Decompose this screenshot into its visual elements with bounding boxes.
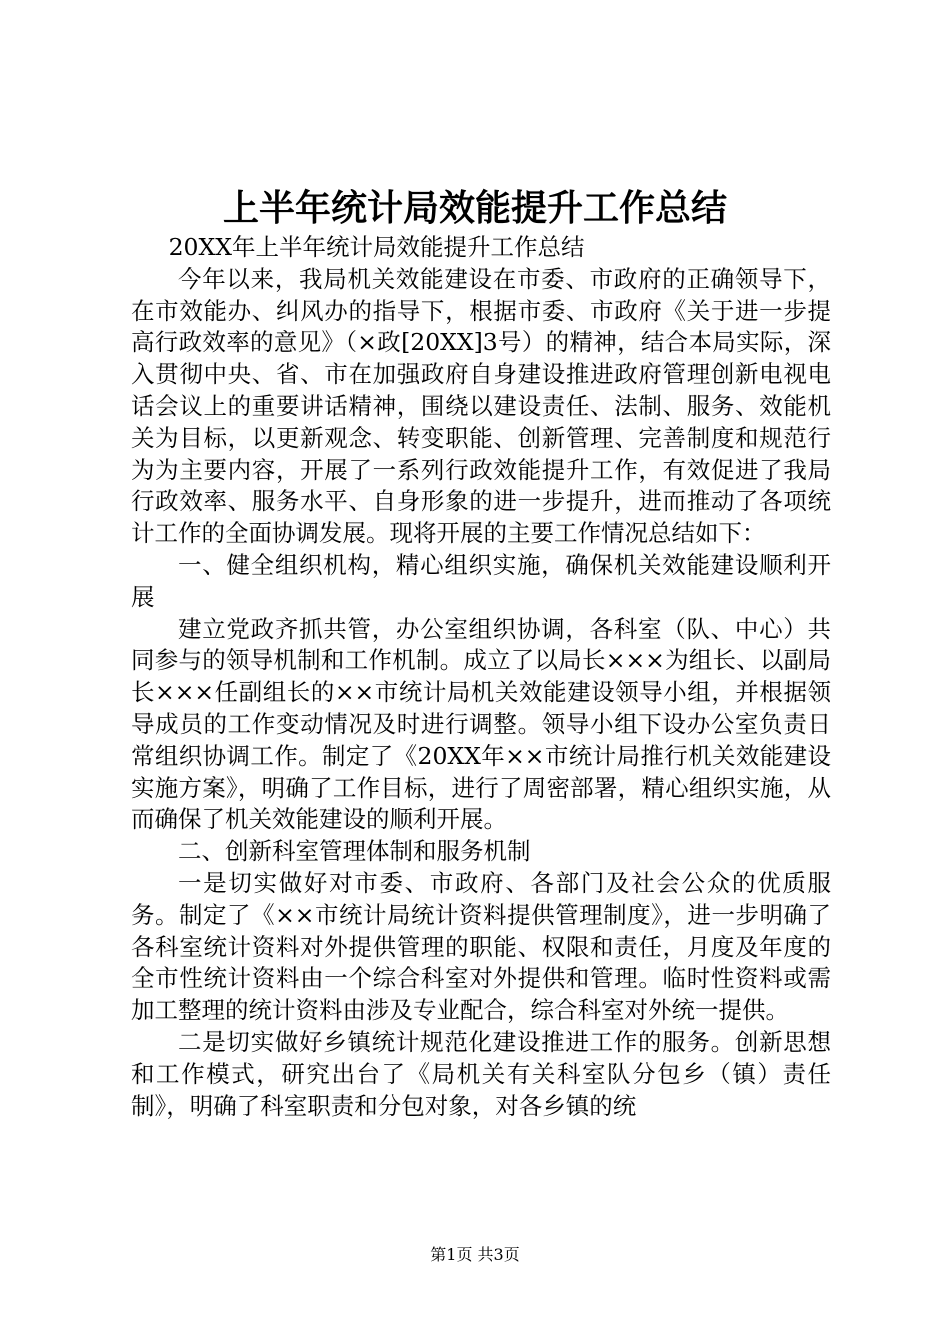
- paragraph-section-2-item-1: 一是切实做好对市委、市政府、各部门及社会公众的优质服务。制定了《××市统计局统计资料提供管理制度》，进一步明确了各科室统计资料对外提供管理的职能、权限和责任，月度及年度的全市性统计资料由一个综合科室对外提供和管理。临时性资料或需加工整理的统计资料由涉及专业配合，综合科室对外统一提供。: [131, 868, 831, 1025]
- document-body: [131, 232, 831, 1122]
- section-heading-2: 二、创新科室管理体制和服务机制: [178, 837, 531, 866]
- page-footer: 第1页 共3页: [430, 1245, 520, 1264]
- section-heading-1: 一、健全组织机构，精心组织实施，确保机关效能建设顺利开展: [131, 550, 831, 611]
- paragraph-section-1: 建立党政齐抓共管，办公室组织协调，各科室（队、中心）共同参与的领导机制和工作机制。成立了以局长×××为组长、以副局长×××任副组长的××市统计局机关效能建设领导小组，并根据领导成员的工作变动情况及时进行调整。领导小组下设办公室负责日常组织协调工作。制定了《20XX年××市统计局推行机关效能建设实施方案》，明确了工作目标，进行了周密部署，精心组织实施，从而确保了机关效能建设的顺利开展。: [131, 614, 831, 834]
- document-subtitle: 20XX年上半年统计局效能提升工作总结: [168, 233, 585, 261]
- paragraph-section-2-item-2: 二是切实做好乡镇统计规范化建设推进工作的服务。创新思想和工作模式，研究出台了《局机关有关科室队分包乡（镇）责任制》，明确了科室职责和分包对象，对各乡镇的统: [131, 1027, 831, 1120]
- document-title: 上半年统计局效能提升工作总结: [222, 187, 727, 229]
- paragraph-intro: 今年以来，我局机关效能建设在市委、市政府的正确领导下，在市效能办、纠风办的指导下，根据市委、市政府《关于进一步提高行政效率的意见》（×政[20XX]3号）的精神，结合本局实际，深入贯彻中央、省、市在加强政府自身建设推进政府管理创新电视电话会议上的重要讲话精神，围绕以建设责任、法制、服务、效能机关为目标，以更新观念、转变职能、创新管理、完善制度和规范行为为主要内容，开展了一系列行政效能提升工作，有效促进了我局行政效率、服务水平、自身形象的进一步提升，进而推动了各项统计工作的全面协调发展。现将开展的主要工作情况总结如下：: [131, 264, 831, 548]
